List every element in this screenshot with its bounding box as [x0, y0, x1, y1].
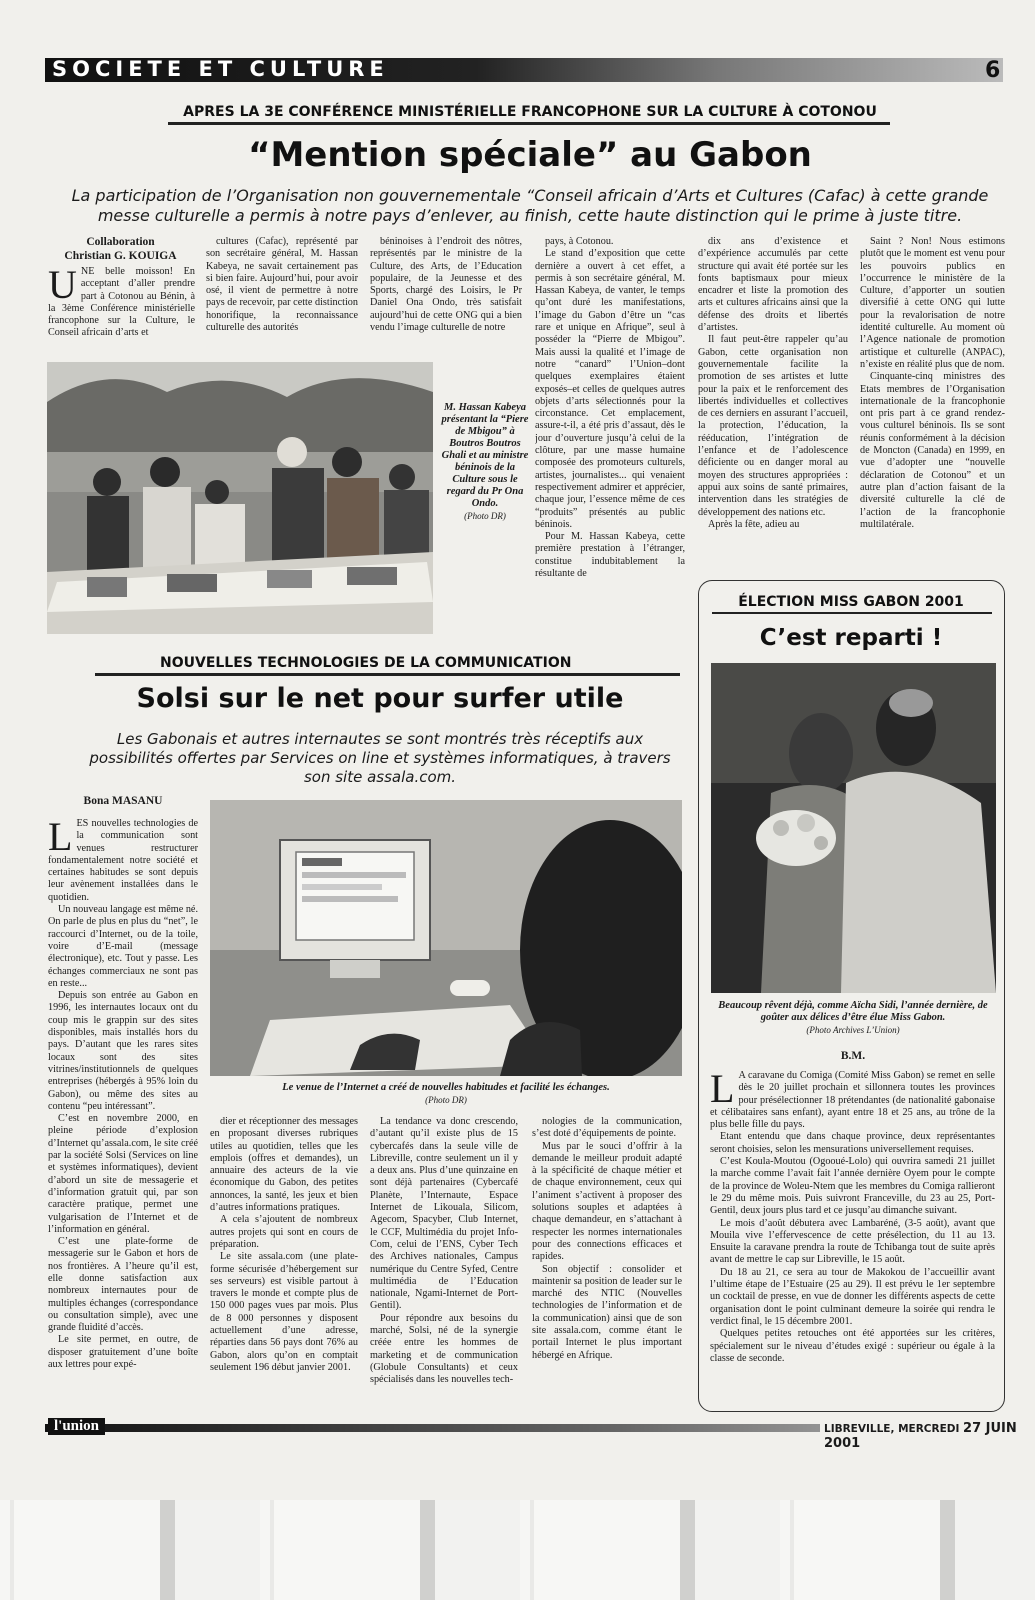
miss-gabon-caption [712, 1000, 994, 1036]
article1-col1-text: NE belle moisson! En acceptant d’aller prendre part à Cotonou au Bénin, à la 3ème Conférence ministérielle francophone sur la Culture, le Conseil africain d’arts et [48, 266, 195, 339]
scan-edge [0, 1500, 1035, 1600]
article1-col2-text: cultures (Cafac), représenté par son secrétaire général, M. Hassan Kabeya, ne savait certainement pas si bien faire. Aujourd’hui, pour avoir osé, il vient de permettre à notre pays de recevoir, par cette distinction honorifique, la reconnaissance culturelle des autorités [206, 236, 358, 334]
photo-credit: (Photo DR) [425, 1095, 467, 1105]
article3-byline: B.M. [840, 1050, 866, 1062]
article2-col1-p2: Un nouveau langage est même né. On parle de plus en plus du “net”, le raccourci d’Internet, ou de la toile, voire d’E-mail (message électronique), etc. Tout y passe. Les échanges commerciaux ne sont pas en reste... [48, 904, 198, 989]
article2-col2-p2: A cela s’ajoutent de nombreux autres projets qui sont en cours de préparation. [210, 1214, 358, 1250]
section-name: SOCIETE ET CULTURE [52, 57, 389, 81]
dateline-date: 27 JUIN 2001 [824, 1421, 1017, 1451]
article2-col2-p1: dier et réceptionner des messages en proposant diverses rubriques utiles au quotidien, telles que les emplois (offres et demandes), un annuaire des acteurs de la vie économique du Gabon, des petites annonces, la santé, les jeux et bien d’autres informations pratiques. [210, 1116, 358, 1214]
article2-col1-p6: Le site permet, en outre, de disposer gratuitement d’une boîte aux lettres pour expé- [48, 1334, 198, 1371]
caption-text: Beaucoup rêvent déjà, comme Aïcha Sidi, l’année dernière, de goûter aux délices d’être élue Miss Gabon. [718, 1000, 988, 1023]
article1-col4-p1: pays, à Cotonou. [545, 236, 614, 247]
article1-col3 [370, 236, 522, 350]
article1-deck: La participation de l’Organisation non gouvernementale “Conseil africain d’Arts et Cultures (Cafac) à cette grande messe culturelle a permis à notre pays d’enlever, au finish, cette haute distinction qui le prime à juste titre. [71, 186, 989, 225]
article1-col4 [535, 236, 685, 638]
article1-col5-p2: Il faut peut-être rappeler qu’au Gabon, cette organisation non gouvernementale facilite la promotion de ses artistes et lutte pour la paix et le renforcement des libertés individuelles et collectives de ces derniers en assurant l’accueil, la protection, l’éducation, la rééducation, l’intégration de l’enfance et de l’adolescence déficiente ou en danger moral au moyen des structures appropriées : appui aux soins de santé primaires, intervention dans les stratégies de développement des nations etc. [698, 334, 848, 518]
article1-col4-p2: Le stand d’exposition que cette dernière a ouvert à cet effet, a permis à son secrétaire général, M. Hassan Kabeya, de vanter, le temps qu’ont duré les manifestations, l’image du Gabon d’être un “cas rare et unique en Afrique”, seul à posséder la “Pierre de Mbigou”. Mais aussi la qualité et l’image de notre “canard” l’Union–dont quelques exemplaires étaient exposés–et celles de quelques autres objets d’arts sélectionnés pour la circonstance. Cet emplacement, assure-t-il, a été pris d’assaut, dès le jour d’ouverture jusqu’à celui de la clôture, par une masse humaine composée des promoteurs culturels, artistes, journalistes... qui venaient respectivement admirer et apprécier, chaque jour, l’essence même de ces “produits” présentés au public béninois. [535, 248, 685, 530]
photo-credit: (Photo Archives L’Union) [806, 1025, 900, 1035]
photo-credit: (Photo DR) [464, 511, 506, 521]
article1-byline [48, 236, 193, 264]
dropcap: U [48, 266, 77, 307]
miss-gabon-photo [711, 663, 996, 993]
article2-col3-p1: La tendance va donc crescendo, d’autant qu’il existe plus de 15 cybercafés dans la seule ville de Libreville, contre seulement un il y a deux ans. Plus d’une quinzaine en sont déjà partenaires (Cybercafé Planète, l’Internaute, Espace Internet de Likouala, Silicom, Agecom, Spacyber, Club Internet, le CCF, Multimédia du projet Info-Com, celui de l’ENS, Cyber Tech des Archives nationales, Campus numérique du Centre Syfed, Centre multimédia de l’Education nationale, Ngami-Internet de Port-Gentil). [370, 1116, 518, 1312]
dropcap: L [710, 1070, 735, 1111]
article3-p3: C’est Koula-Moutou (Ogooué-Lolo) qui ouvrira samedi 21 juillet la marche comme l’avait fait l’année dernière Oyem pour le compte de la province de Woleu-Ntem que les membres du Comiga rallieront le 29 du même mois. Puis suivront Franceville, du 23 au 25, Port-Gentil, deux jours plus tard et ce jusqu’au dimanche suivant. [710, 1156, 995, 1217]
article3-body [710, 1070, 995, 1402]
article2-deck: Les Gabonais et autres internautes se sont montrés très réceptifs aux possibilités offertes par Services on line et systèmes informatiques, à travers son site assala.com. [89, 730, 671, 786]
article2-col1 [48, 818, 198, 1410]
article1-col4-p3: Pour M. Hassan Kabeya, cette première prestation à l’étranger, constitue indubitablement la résultante de [535, 531, 685, 580]
article2-col3 [370, 1116, 518, 1412]
article2-col1-p3: Depuis son entrée au Gabon en 1996, les internautes locaux ont du coup mis le grappin sur des sites disponibles, mais installés hors du pays. D’autant que les rares sites locaux sont des sites vitrines/institutionnels de quelques entreprises (hébergés à 95% loin du Gabon), ou même des sites au contenu “peu intéressant”. [48, 990, 198, 1112]
article3-p4: Le mois d’août débutera avec Lambaréné, (3-5 août), avant que Mouila vive l’effervescence de cette présélection, du 11 au 13. Ensuite la caravane prendra la route de Tchibanga tout de suite après avant de mettre le cap sur Libreville, le 15 août. [710, 1217, 995, 1266]
computer-photo-caption [210, 1082, 682, 1106]
article1-col2 [206, 236, 358, 350]
article2-col4-p2: Mus par le souci d’offrir à la demande le meilleur produit adapté à la spécificité de chaque métier et de chaque environnement, ceux qui l’animent s’activent à proposer des solutions souples et adaptées à chaque demandeur, en s’attachant à respecter les normes internationales pour des connections efficaces et rapides. [532, 1140, 682, 1263]
article2-col4-p1: nologies de la communication, s’est doté d’équipements de pointe. [532, 1116, 682, 1140]
article1-headline: “Mention spéciale” au Gabon [248, 135, 812, 175]
article1-kicker: APRES LA 3E CONFÉRENCE MINISTÉRIELLE FRANCOPHONE SUR LA CULTURE À COTONOU [183, 104, 877, 120]
computer-photo [210, 800, 682, 1076]
article2-col3-p2: Pour répondre aux besoins du marché, Solsi, né de la synergie créée entre les hommes de marketing et de communication (Globule Consultants) et ceux spécialisés dans les nouvelles tech- [370, 1312, 518, 1386]
article3-p2: Etant entendu que dans chaque province, deux représentantes seront choisies, selon les mensurations universellement requises. [710, 1131, 995, 1155]
footer-dateline [820, 1421, 1035, 1451]
article1-kicker-rule [168, 122, 890, 125]
dropcap: L [48, 818, 73, 859]
byline-role: Collaboration [86, 236, 155, 248]
article2-col1-p5: C’est une plate-forme de messagerie sur le Gabon et hors de nos frontières. A l’heure qu’il est, elle donne satisfaction aux nombreux internautes pour de multiples échanges (correspondance ou consultation simple), avec une grande fluidité d’accès. [48, 1236, 198, 1334]
footer-masthead: l'union [48, 1418, 105, 1435]
article3-p1-text: A caravane du Comiga (Comité Miss Gabon) se remet en selle dès le 20 juillet prochain et sillonnera toutes les provinces pour présélectionner 18 prétendantes (de nationalité gabonaise et célibataires sans enfant), ayant entre 18 et 25 ans, au trône de la plus belle fille du pays. [710, 1070, 995, 1131]
article1-col3-text: béninoises à l’endroit des nôtres, représentés par le ministre de la Culture, des Arts, de l’Education populaire, de la Jeunesse et des Sports, chargé des Loisirs, le Pr Daniel Ona Ondo, très satisfait aujourd’hui de cette ONG qui a bien vendu l’image culturelle de notre [370, 236, 522, 334]
article3-p5: Du 18 au 21, ce sera au tour de Makokou de l’accueillir avant l’ultime étape de l’Estuaire (25 au 29). Il est prévu le 1er septembre un cocktail de presse, en vue de donner les différents aspects de cette organisation dont le point culminant demeure la soirée qui rendra le verdict final, le 15 décembre 2001. [710, 1266, 995, 1327]
dateline-text: LIBREVILLE, MERCREDI [824, 1423, 960, 1435]
article1-col5-p3: Après la fête, adieu au [708, 518, 800, 530]
article1-col6-p1: Saint ? Non! Nous estimons plutôt que le moment est venu pour les pouvoirs publics en l’occurrence le ministère de la Culture, d’apporter un soutien diversifié à cette ONG qui lutte pour la revalorisation de notre identité culturelle. Au moment où l’Agence nationale de promotion artistique et culturelle (ANPAC), n’existe en réalité plus que de nom. [860, 236, 1005, 370]
article1-col6 [860, 236, 1005, 572]
page-number: 6 [985, 58, 1001, 83]
article2-col2 [210, 1116, 358, 1412]
article3-headline: C’est reparti ! [759, 625, 943, 651]
article2-col1-text: ES nouvelles technologies de la communication sont venues restructurer fondamentalement notre société et certaines habitudes se sont depuis leur avènement installées dans le quotidien. [48, 818, 198, 903]
article1-col6-p2: Cinquante-cinq ministres des Etats membres de l’Organisation internationale de la francophonie ont pris part à ce grand rendez-vous culturel béninois. Ils se sont réunis conformément à la décision de Moncton (Canada) en 1999, en vue d’adopter une “nouvelle déclaration de Cotonou” et un autre plan d’action faisant de la diversité culturelle la clé de l’action de la francophonie multilatérale. [860, 371, 1005, 530]
article2-kicker-rule [95, 673, 680, 676]
article2-byline: Bona MASANU [83, 795, 163, 807]
byline-name: Christian G. KOUIGA [64, 249, 177, 262]
article3-p1 [710, 1070, 995, 1131]
article1-col1 [48, 266, 195, 350]
article1-col1-para [48, 266, 195, 340]
article1-col5-p1: dix ans d’existence et d’expérience accumulés par cette structure qui avait été portée sur les fonts baptismaux pour mieux encadrer et liste la promotion des arts et cultures africains ainsi que la défense des droits et libertés d’artistes. [698, 236, 848, 334]
article2-kicker: NOUVELLES TECHNOLOGIES DE LA COMMUNICATION [160, 655, 572, 671]
article2-col4 [532, 1116, 682, 1412]
caption-text: M. Hassan Kabeya présentant la “Piere de Mbigou” à Boutros Boutros Ghali et au ministre béninois de la Culture sous le regard du Pr Ona Ondo. [441, 402, 529, 509]
article2-col4-p3: Son objectif : consolider et maintenir sa position de leader sur le marché des NTIC (Nouvelles technologies de l’information et de la communication) ainsi que de son site assala.com, comme étant le portail Internet le plus important hébergé en Afrique. [532, 1263, 682, 1361]
article2-col1-p1 [48, 818, 198, 904]
ceremony-photo [47, 362, 433, 634]
ceremony-photo-caption [440, 402, 530, 522]
article2-headline: Solsi sur le net pour surfer utile [136, 683, 624, 714]
article1-col5 [698, 236, 848, 572]
caption-text: Le venue de l’Internet a créé de nouvelles habitudes et facilité les échanges. [282, 1082, 610, 1093]
article2-col2-p3: Le site assala.com (une plate-forme sécurisée d’hébergement sur ses serveurs) est visible partout à travers le monde et compte plus de 150 000 pages vues par mois. Plus de 8 000 personnes y disposent actuellement d’une adresse, réparties dans 56 pays dont 76% au Gabon, alors qu’on en comptait seulement 196 début janvier 2001. [210, 1251, 358, 1373]
article3-kicker-rule [712, 612, 992, 614]
article3-kicker: ÉLECTION MISS GABON 2001 [738, 594, 964, 610]
article2-col1-p4: C’est en novembre 2000, en pleine période d’explosion d’Internet qu’assala.com, le site créé par la société Solsi (Services on line et systèmes informatiques), devient d’abord un site de messagerie et d’information gratuit qui, par son caractère pratique, permet une vulgarisation de l’Internet et de l’information en général. [48, 1113, 198, 1235]
article3-p6: Quelques petites retouches ont été apportées sur les critères, spécialement sur le niveau d’études exigé : supérieur ou égale à la classe de seconde. [710, 1328, 995, 1364]
